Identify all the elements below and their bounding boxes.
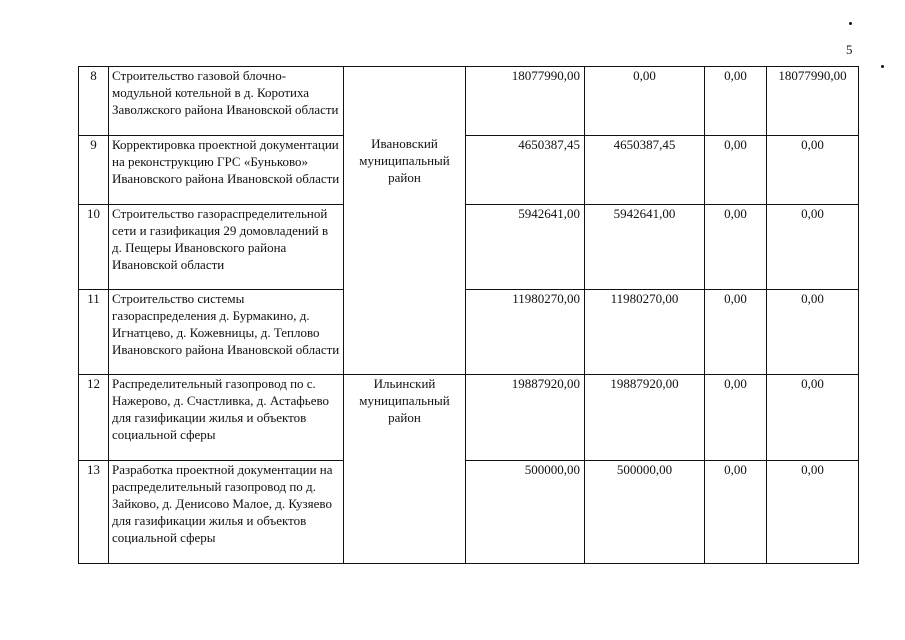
table-row [79, 205, 859, 290]
row-value-3: 0,00 [705, 205, 767, 290]
row-description: Строительство газораспределительной сети и газификация 29 домовладений в д. Пещеры Ивановского района Ивановской области [109, 205, 344, 290]
row-value-3: 0,00 [705, 290, 767, 375]
row-number: 10 [79, 205, 109, 290]
row-value-4: 18077990,00 [767, 67, 859, 136]
funding-table [78, 66, 859, 564]
row-value-2: 500000,00 [585, 461, 705, 564]
row-description: Строительство газовой блочно-модульной котельной в д. Коротиха Заволжского района Ивановской области [109, 67, 344, 136]
row-value-4: 0,00 [767, 461, 859, 564]
row-total: 4650387,45 [466, 136, 585, 205]
row-number: 12 [79, 375, 109, 461]
row-value-4: 0,00 [767, 136, 859, 205]
row-description: Корректировка проектной документации на реконструкцию ГРС «Буньково» Ивановского района Ивановской области [109, 136, 344, 205]
row-value-2: 0,00 [585, 67, 705, 136]
row-value-2: 19887920,00 [585, 375, 705, 461]
row-description: Распределительный газопровод по с. Нажерово, д. Счастливка, д. Астафьево для газификации жилья и объектов социальной сферы [109, 375, 344, 461]
row-number: 9 [79, 136, 109, 205]
district-cell-ivanovsky [344, 67, 466, 375]
row-number: 11 [79, 290, 109, 375]
row-value-3: 0,00 [705, 461, 767, 564]
scan-dot-side [881, 65, 884, 68]
row-description: Разработка проектной документации на распределительный газопровод по д. Зайково, д. Денисово Малое, д. Кузяево для газификации жилья и объектов социальной сферы [109, 461, 344, 564]
table-row [79, 136, 859, 205]
row-number: 8 [79, 67, 109, 136]
scan-dot-top [849, 22, 852, 25]
table-row [79, 67, 859, 136]
row-number: 13 [79, 461, 109, 564]
row-total: 18077990,00 [466, 67, 585, 136]
page-number: 5 [846, 42, 853, 57]
row-description: Строительство системы газораспределения д. Бурмакино, д. Игнатцево, д. Кожевницы, д. Теплово Ивановского района Ивановской области [109, 290, 344, 375]
row-value-3: 0,00 [705, 136, 767, 205]
row-value-4: 0,00 [767, 205, 859, 290]
row-value-2: 11980270,00 [585, 290, 705, 375]
table-row [79, 461, 859, 564]
row-value-3: 0,00 [705, 375, 767, 461]
district-name: Ильинский муниципальный район [359, 376, 450, 425]
row-value-4: 0,00 [767, 290, 859, 375]
row-value-2: 5942641,00 [585, 205, 705, 290]
row-value-3: 0,00 [705, 67, 767, 136]
row-total: 19887920,00 [466, 375, 585, 461]
row-value-2: 4650387,45 [585, 136, 705, 205]
row-total: 5942641,00 [466, 205, 585, 290]
table-row [79, 375, 859, 461]
row-total: 500000,00 [466, 461, 585, 564]
district-cell-ilyinsky [344, 375, 466, 564]
table-row [79, 290, 859, 375]
row-total: 11980270,00 [466, 290, 585, 375]
row-value-4: 0,00 [767, 375, 859, 461]
district-name: Ивановский муниципальный район [359, 136, 450, 185]
